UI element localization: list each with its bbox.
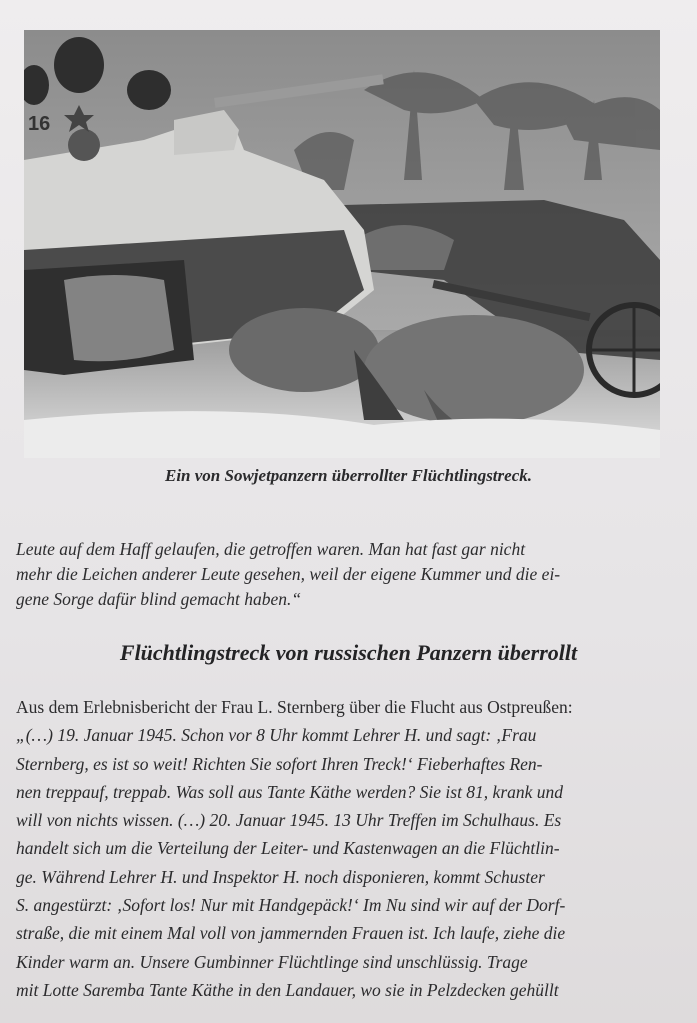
text-line: mit Lotte Saremba Tante Käthe in den Landauer, wo sie in Pelzdecken gehüllt [16, 979, 559, 1000]
svg-text:16: 16 [28, 113, 51, 135]
text-line: handelt sich um die Verteilung der Leiter- und Kastenwagen an die Flüchtlin- [16, 838, 560, 859]
text-line: Sternberg, es ist so weit! Richten Sie sofort Ihren Treck!‘ Fieberhaftes Ren- [16, 753, 543, 774]
text-line: mehr die Leichen anderer Leute gesehen, weil der eigene Kummer und die ei- [16, 564, 561, 584]
text-line: nen treppauf, treppab. Was soll aus Tante Käthe werden? Sie ist 81, krank und [16, 781, 564, 802]
historical-photo [24, 30, 660, 458]
text-line: S. angestürzt: ‚Sofort los! Nur mit Handgepäck!‘ Im Nu sind wir auf der Dorf- [16, 895, 566, 916]
text-line: will von nichts wissen. (…) 20. Januar 1945. 13 Uhr Treffen im Schulhaus. Es [16, 810, 562, 831]
section-heading: Flüchtlingstreck von russischen Panzern überrollt [119, 640, 578, 665]
text-line: straße, die mit einem Mal voll von jammernden Frauen ist. Ich laufe, ziehe die [16, 923, 566, 944]
text-line: gene Sorge dafür blind gemacht haben.“ [16, 589, 302, 609]
text-line: Leute auf dem Haff gelaufen, die getroffen waren. Man hat fast gar nicht [16, 539, 526, 559]
text-line: Aus dem Erlebnisbericht der Frau L. Sternberg über die Flucht aus Ostpreußen: [16, 697, 573, 717]
photo-caption: Ein von Sowjetpanzern überrollter Flüchtlingstreck. [165, 466, 532, 485]
text-line: ge. Während Lehrer H. und Inspektor H. noch disponieren, kommt Schuster [16, 866, 545, 887]
quote-paragraph [16, 537, 676, 612]
war-photo-icon [24, 30, 660, 458]
report-paragraph [16, 693, 680, 1004]
text-line: Kinder warm an. Unsere Gumbinner Flüchtlinge sind unschlüssig. Trage [16, 951, 528, 972]
text-line: „(…) 19. Januar 1945. Schon vor 8 Uhr kommt Lehrer H. und sagt: ‚Frau [16, 725, 537, 746]
